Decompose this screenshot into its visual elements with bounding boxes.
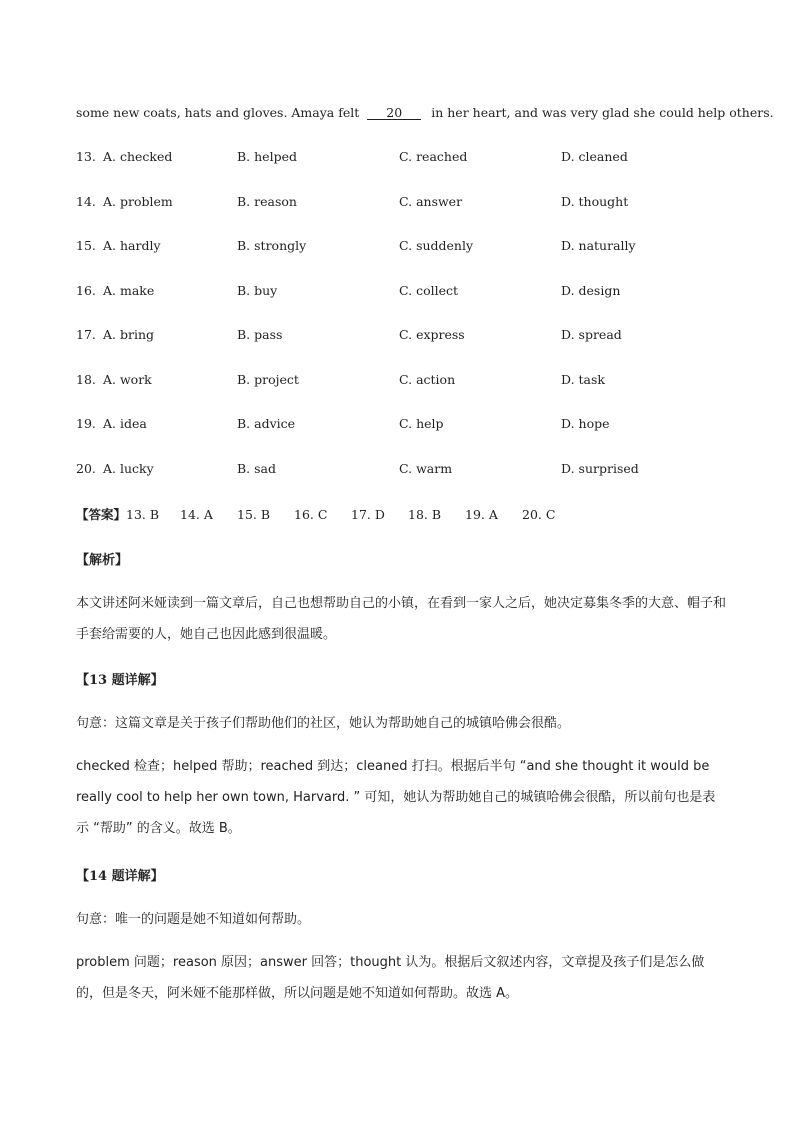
option-b: B. buy xyxy=(237,283,278,298)
question-row-15 xyxy=(76,238,736,254)
option-c: C. suddenly xyxy=(399,238,474,253)
option-b: B. project xyxy=(237,372,299,387)
option-a: A. lucky xyxy=(103,461,154,476)
option-c: C. collect xyxy=(399,283,459,298)
option-d: D. surprised xyxy=(561,461,639,476)
option-d: D. thought xyxy=(561,194,629,209)
option-a: A. problem xyxy=(103,194,173,209)
option-a: A. make xyxy=(103,283,155,298)
detail-14-sentence: 句意：唯一的问题是她不知道如何帮助。 xyxy=(76,912,311,927)
option-b: B. reason xyxy=(237,194,297,209)
option-a: A. idea xyxy=(103,416,147,431)
answer-label: 【答案】 xyxy=(76,507,127,522)
question-number: 18. xyxy=(76,372,96,387)
option-b: B. strongly xyxy=(237,238,307,253)
option-d: D. spread xyxy=(561,327,622,342)
answer-item: 13. B xyxy=(126,507,160,522)
question-number: 20. xyxy=(76,461,96,476)
question-row-16 xyxy=(76,283,736,299)
detail-13-heading: 【13 题详解】 xyxy=(76,673,164,688)
analysis-heading: 【解析】 xyxy=(76,553,129,568)
option-c: C. action xyxy=(399,372,456,387)
option-b: B. pass xyxy=(237,327,283,342)
option-d: D. design xyxy=(561,283,621,298)
question-row-13 xyxy=(76,149,736,165)
answer-item: 15. B xyxy=(237,507,271,522)
answer-item: 14. A xyxy=(180,507,213,522)
option-c: C. reached xyxy=(399,149,468,164)
answer-item: 20. C xyxy=(522,507,556,522)
option-d: D. task xyxy=(561,372,605,387)
answer-item: 16. C xyxy=(294,507,328,522)
question-row-18 xyxy=(76,372,736,388)
option-d: D. cleaned xyxy=(561,149,628,164)
question-row-14 xyxy=(76,194,736,210)
passage-text-before: some new coats, hats and gloves. Amaya felt xyxy=(76,105,360,120)
answer-item: 17. D xyxy=(351,507,385,522)
blank-20: 20 xyxy=(367,106,421,120)
option-b: B. advice xyxy=(237,416,296,431)
detail-14-heading: 【14 题详解】 xyxy=(76,869,164,884)
answer-item: 18. B xyxy=(408,507,442,522)
question-row-19 xyxy=(76,416,736,432)
option-a: A. bring xyxy=(103,327,155,342)
answer-item: 19. A xyxy=(465,507,498,522)
passage-last-line xyxy=(76,105,774,120)
question-number: 17. xyxy=(76,327,96,342)
question-number: 13. xyxy=(76,149,96,164)
question-row-17 xyxy=(76,327,736,343)
option-c: C. answer xyxy=(399,194,463,209)
option-b: B. sad xyxy=(237,461,277,476)
option-b: B. helped xyxy=(237,149,297,164)
option-d: D. hope xyxy=(561,416,610,431)
question-number: 14. xyxy=(76,194,96,209)
question-row-20 xyxy=(76,461,736,477)
option-a: A. hardly xyxy=(103,238,161,253)
detail-14-explanation: problem 问题；reason 原因；answer 回答；thought 认为。根据后文叙述内容，文章提及孩子们是怎么做的，但是冬天，阿米娅不能那样做，所以问题是她不知道如何帮助。故选 A。 xyxy=(76,955,705,1001)
passage-text-after: in her heart, and was very glad she could help others. xyxy=(431,105,774,120)
answer-key xyxy=(76,505,579,523)
option-a: A. work xyxy=(103,372,152,387)
detail-13-sentence: 句意：这篇文章是关于孩子们帮助他们的社区，她认为帮助她自己的城镇哈佛会很酷。 xyxy=(76,716,571,731)
analysis-summary: 本文讲述阿米娅读到一篇文章后，自己也想帮助自己的小镇，在看到一家人之后，她决定募集冬季的大意、帽子和手套给需要的人，她自己也因此感到很温暖。 xyxy=(76,596,727,642)
option-d: D. naturally xyxy=(561,238,636,253)
detail-13-explanation: checked 检查；helped 帮助；reached 到达；cleaned 打扫。根据后半句 “and she thought it would be really cool to help her own town, Harvard. ” 可知，她认为帮助她自己的城镇哈佛会很酷，所以前句也是表示 “帮助” 的含义。故选 B。 xyxy=(76,759,716,836)
question-number: 19. xyxy=(76,416,96,431)
question-number: 15. xyxy=(76,238,96,253)
option-c: C. warm xyxy=(399,461,453,476)
option-c: C. express xyxy=(399,327,465,342)
option-a: A. checked xyxy=(103,149,173,164)
question-number: 16. xyxy=(76,283,96,298)
option-c: C. help xyxy=(399,416,444,431)
